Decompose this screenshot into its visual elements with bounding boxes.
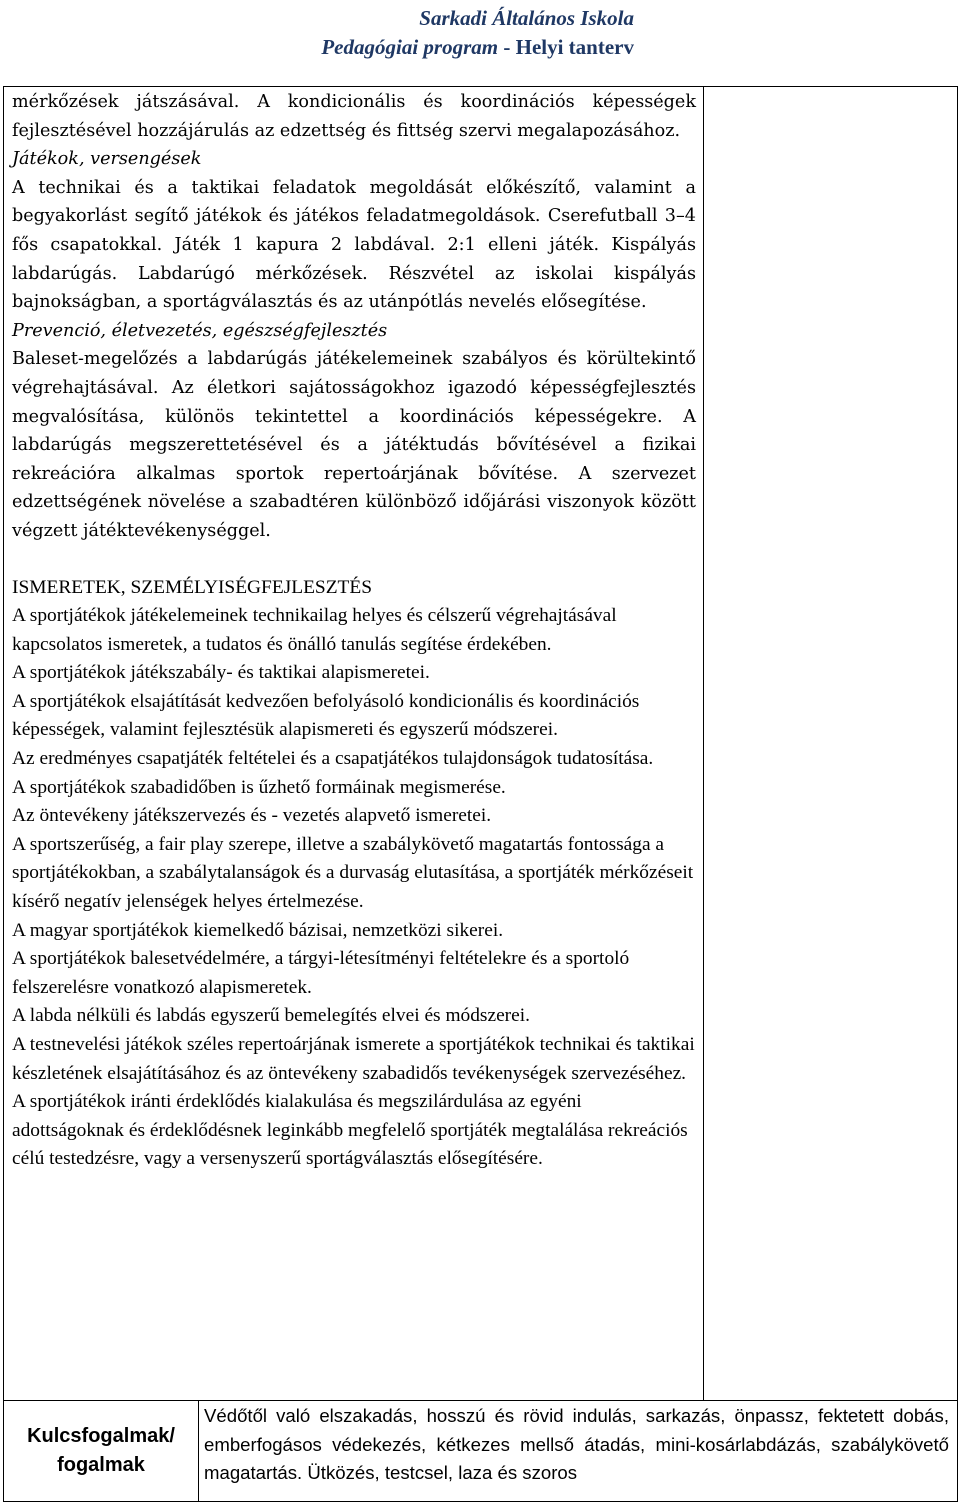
list-item: A sportjátékok játékelemeinek technikailag helyes és célszerű végrehajtásával kapcsolatos ismeretek, a tudatos és önálló tanulás segítése érdekében. [12,605,617,655]
curriculum-name: Helyi tanterv [515,35,634,59]
list-item: A sportjátékok iránti érdeklődés kialakulása és megszilárdulása az egyéni adottságoknak és érdeklődésnek leginkább megfelelő sportjáték megtalálása rekreációs célú testedzésre, vagy a versenyszerű sportágválasztás elősegítésére. [12,1091,688,1170]
list-item: A sportjátékok játékszabály- és taktikai alapismeretei. [12,662,430,684]
keywords-text: Védőtől való elszakadás, hosszú és rövid indulás, sarkazás, önpassz, fektetett dobás, emberfogásos védekezés, kétkezes mellső átadás, mini-kosárlabdázás, szabálykövető magatartás. Ütközés, testcsel, laza és szoros [204,1405,949,1484]
heading-prevention: Prevenció, életvezetés, egészségfejlesztés [12,320,388,341]
list-item: Az öntevékeny játékszervezés és - vezetés alapvető ismeretei. [12,805,492,827]
list-item: Az eredményes csapatjáték feltételei és a csapatjátékos tulajdonságok tudatosítása. [12,748,654,770]
paragraph-intro: mérkőzések játszásával. A kondicionális és koordinációs képességek fejlesztésével hozzájárulás az edzettség és fittség szervi megalapozásához. [12,92,696,141]
header-separator: - [498,35,516,59]
heading-games: Játékok, versengések [12,149,202,170]
keywords-divider [198,1400,199,1502]
content-cell [12,88,696,1174]
list-item: A labda nélküli és labdás egyszerű bemelegítés elvei és módszerei. [12,1005,530,1027]
school-name: Sarkadi Általános Iskola [419,6,634,30]
page-header [321,4,634,62]
program-title [321,33,634,62]
list-item: A sportjátékok szabadidőben is űzhető formáinak megismerése. [12,776,506,798]
list-item: A sportjátékok elsajátítását kedvezően befolyásoló kondicionális és koordinációs képességek, valamint fejlesztésük alapismereti és egyszerű módszerei. [12,690,640,741]
paragraph-games: A technikai és a taktikai feladatok megoldását előkészítő, valamint a begyakorlást segítő játékok és játékos feladatmegoldások. Cserefutball 3–4 fős csapatokkal. Játék 1 kapura 2 labdával. 2:1 elleni játék. Kispályás labdarúgás. Labdarúgó mérkőzések. Részvétel az iskolai kispályás bajnokságban, a sportágválasztás és az utánpótlás nevelés elősegítése. [12,177,696,313]
spacer [12,546,696,574]
list-item: A sportjátékok balesetvédelmére, a tárgyi-létesítményi feltételekre és a sportoló felszerelésre vonatkozó alapismeretek. [12,948,630,998]
keywords-label-line2: fogalmak [57,1454,145,1476]
curriculum-table [3,86,958,1502]
list-item: A sportszerűség, a fair play szerepe, illetve a szabálykövető magatartás fontossága a sportjátékokban, a szabálytalanságok és a durvaság elutasítása, a sportjáték mérkőzéseit kísérő negatív jelenségek helyes értelmezése. [12,833,694,913]
program-name: Pedagógiai program [321,35,499,59]
list-item: A magyar sportjátékok kiemelkedő bázisai, nemzetközi sikerei. [12,919,504,941]
list-item: A testnevelési játékok széles repertoárjának ismerete a sportjátékok technikai és taktikai készletének elsajátításához és az öntevékeny szabadidős tevékenységek szervezéséhez. [12,1034,695,1084]
paragraph-prevention: Baleset-megelőzés a labdarúgás játékelemeinek szabályos és körültekintő végrehajtásával. Az életkori sajátosságokhoz igazodó képességfejlesztés megvalósítása, különös tekintettel a koordinációs képességekre. A labdarúgás megszerettetésével és a játéktudás bővítésével a fizikai rekreációra alkalmas sportok repertoárjának bővítése. A szervezet edzettségének növelése a szabadtéren különböző időjárási viszonyok között végzett játéktevékenységgel. [12,349,696,541]
keywords-label-line1: Kulcsfogalmak/ [27,1425,175,1447]
heading-knowledge: ISMERETEK, SZEMÉLYISÉGFEJLESZTÉS [12,576,373,598]
keywords-label [4,1400,198,1502]
column-divider [703,87,704,1400]
